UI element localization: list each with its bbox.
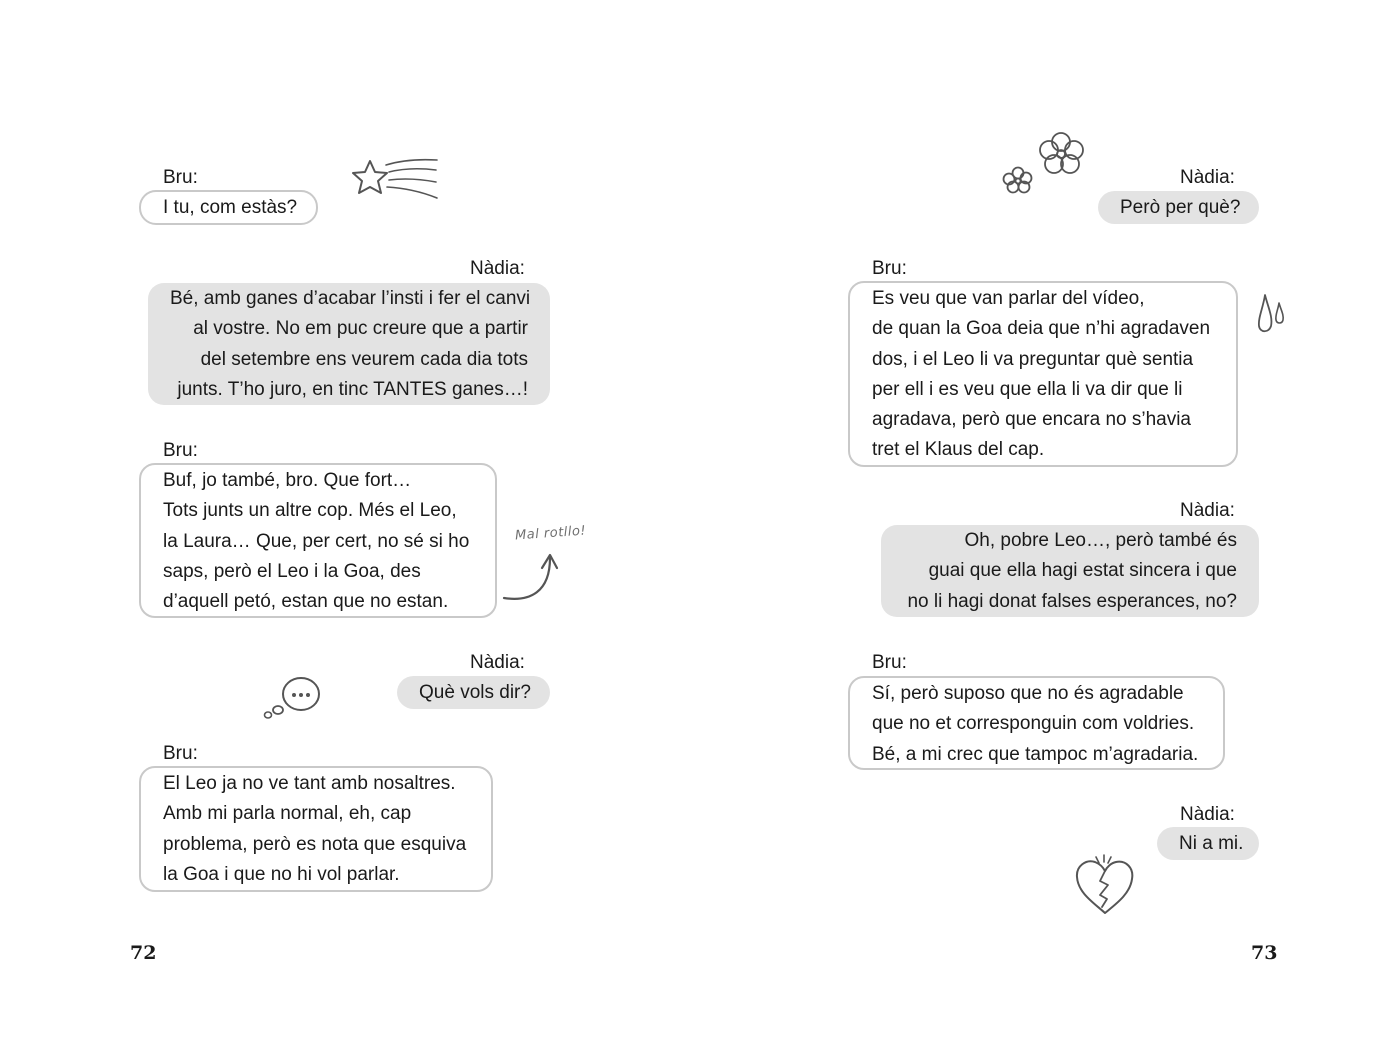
message-line: problema, però es nota que esquiva [163, 833, 467, 855]
nadia-message-bubble [148, 283, 550, 405]
message-line: Ni a mi. [1179, 833, 1244, 854]
message-line: Buf, jo també, bro. Que fort… [163, 470, 412, 491]
speaker-label: Nàdia: [470, 652, 525, 673]
message-line: dos, i el Leo li va preguntar què sentia [872, 348, 1194, 370]
flowers-icon [1000, 128, 1088, 202]
right-page [700, 0, 1400, 1044]
message-line: guai que ella hagi estat sincera i que [928, 560, 1237, 582]
speaker-label: Nàdia: [1180, 804, 1235, 825]
speaker-label: Bru: [163, 167, 198, 188]
message-line: la Goa i que no hi vol parlar. [163, 863, 400, 885]
message-line: Es veu que van parlar del vídeo, [872, 288, 1145, 309]
message-line: Sí, però suposo que no és agradable [872, 683, 1184, 704]
message-line: Oh, pobre Leo…, però també és [964, 530, 1237, 551]
curved-arrow-icon [500, 548, 562, 604]
message-line: de quan la Goa deia que n’hi agradaven [872, 318, 1211, 340]
speaker-label: Nàdia: [1180, 167, 1235, 188]
nadia-message-bubble [881, 525, 1259, 617]
message-line: junts. T’ho juro, en tinc TANTES ganes…! [177, 378, 528, 400]
speaker-label: Nàdia: [1180, 500, 1235, 521]
speaker-label: Nàdia: [470, 258, 525, 279]
page-number: 73 [1251, 942, 1278, 964]
broken-heart-icon [1074, 855, 1136, 917]
bru-message-bubble [848, 676, 1225, 770]
message-line: d’aquell petó, estan que no estan. [163, 591, 449, 613]
handwritten-note: Mal rotllo! [514, 523, 587, 544]
teardrops-icon [1256, 293, 1288, 337]
message-line: Bé, amb ganes d’acabar l’insti i fer el canvi [170, 288, 531, 309]
message-line: I tu, com estàs? [163, 197, 298, 218]
speaker-label: Bru: [163, 440, 198, 461]
nadia-message-bubble [397, 676, 550, 709]
message-line: saps, però el Leo i la Goa, des [163, 560, 421, 582]
message-line: tret el Klaus del cap. [872, 439, 1045, 461]
speaker-label: Bru: [163, 743, 198, 764]
page-number: 72 [130, 942, 157, 964]
message-line: Però per què? [1120, 197, 1241, 218]
message-line: El Leo ja no ve tant amb nosaltres. [163, 773, 456, 794]
message-line: Tots junts un altre cop. Més el Leo, [163, 500, 457, 522]
message-line: Què vols dir? [419, 682, 531, 703]
message-line: Bé, a mi crec que tampoc m’agradaria. [872, 743, 1199, 765]
message-line: que no et corresponguin com voldries. [872, 713, 1195, 735]
bru-message-bubble [139, 463, 497, 618]
shooting-star-icon [350, 155, 440, 201]
message-line: per ell i es veu que ella li va dir que li [872, 378, 1183, 400]
nadia-message-bubble [1098, 191, 1259, 224]
speaker-label: Bru: [872, 652, 907, 673]
message-line: no li hagi donat falses esperances, no? [907, 590, 1237, 612]
message-line: la Laura… Que, per cert, no sé si ho [163, 530, 470, 552]
message-line: Amb mi parla normal, eh, cap [163, 803, 412, 825]
message-line: agradava, però que encara no s’havia [872, 409, 1192, 431]
message-line: del setembre ens veurem cada dia tots [200, 348, 528, 370]
speaker-label: Bru: [872, 258, 907, 279]
message-line: al vostre. No em puc creure que a partir [193, 318, 528, 340]
thought-bubble-icon [260, 674, 324, 720]
bru-message-bubble [139, 766, 493, 892]
bru-message-bubble [848, 281, 1238, 467]
nadia-message-bubble [1157, 827, 1259, 860]
bru-message-bubble [139, 190, 318, 225]
